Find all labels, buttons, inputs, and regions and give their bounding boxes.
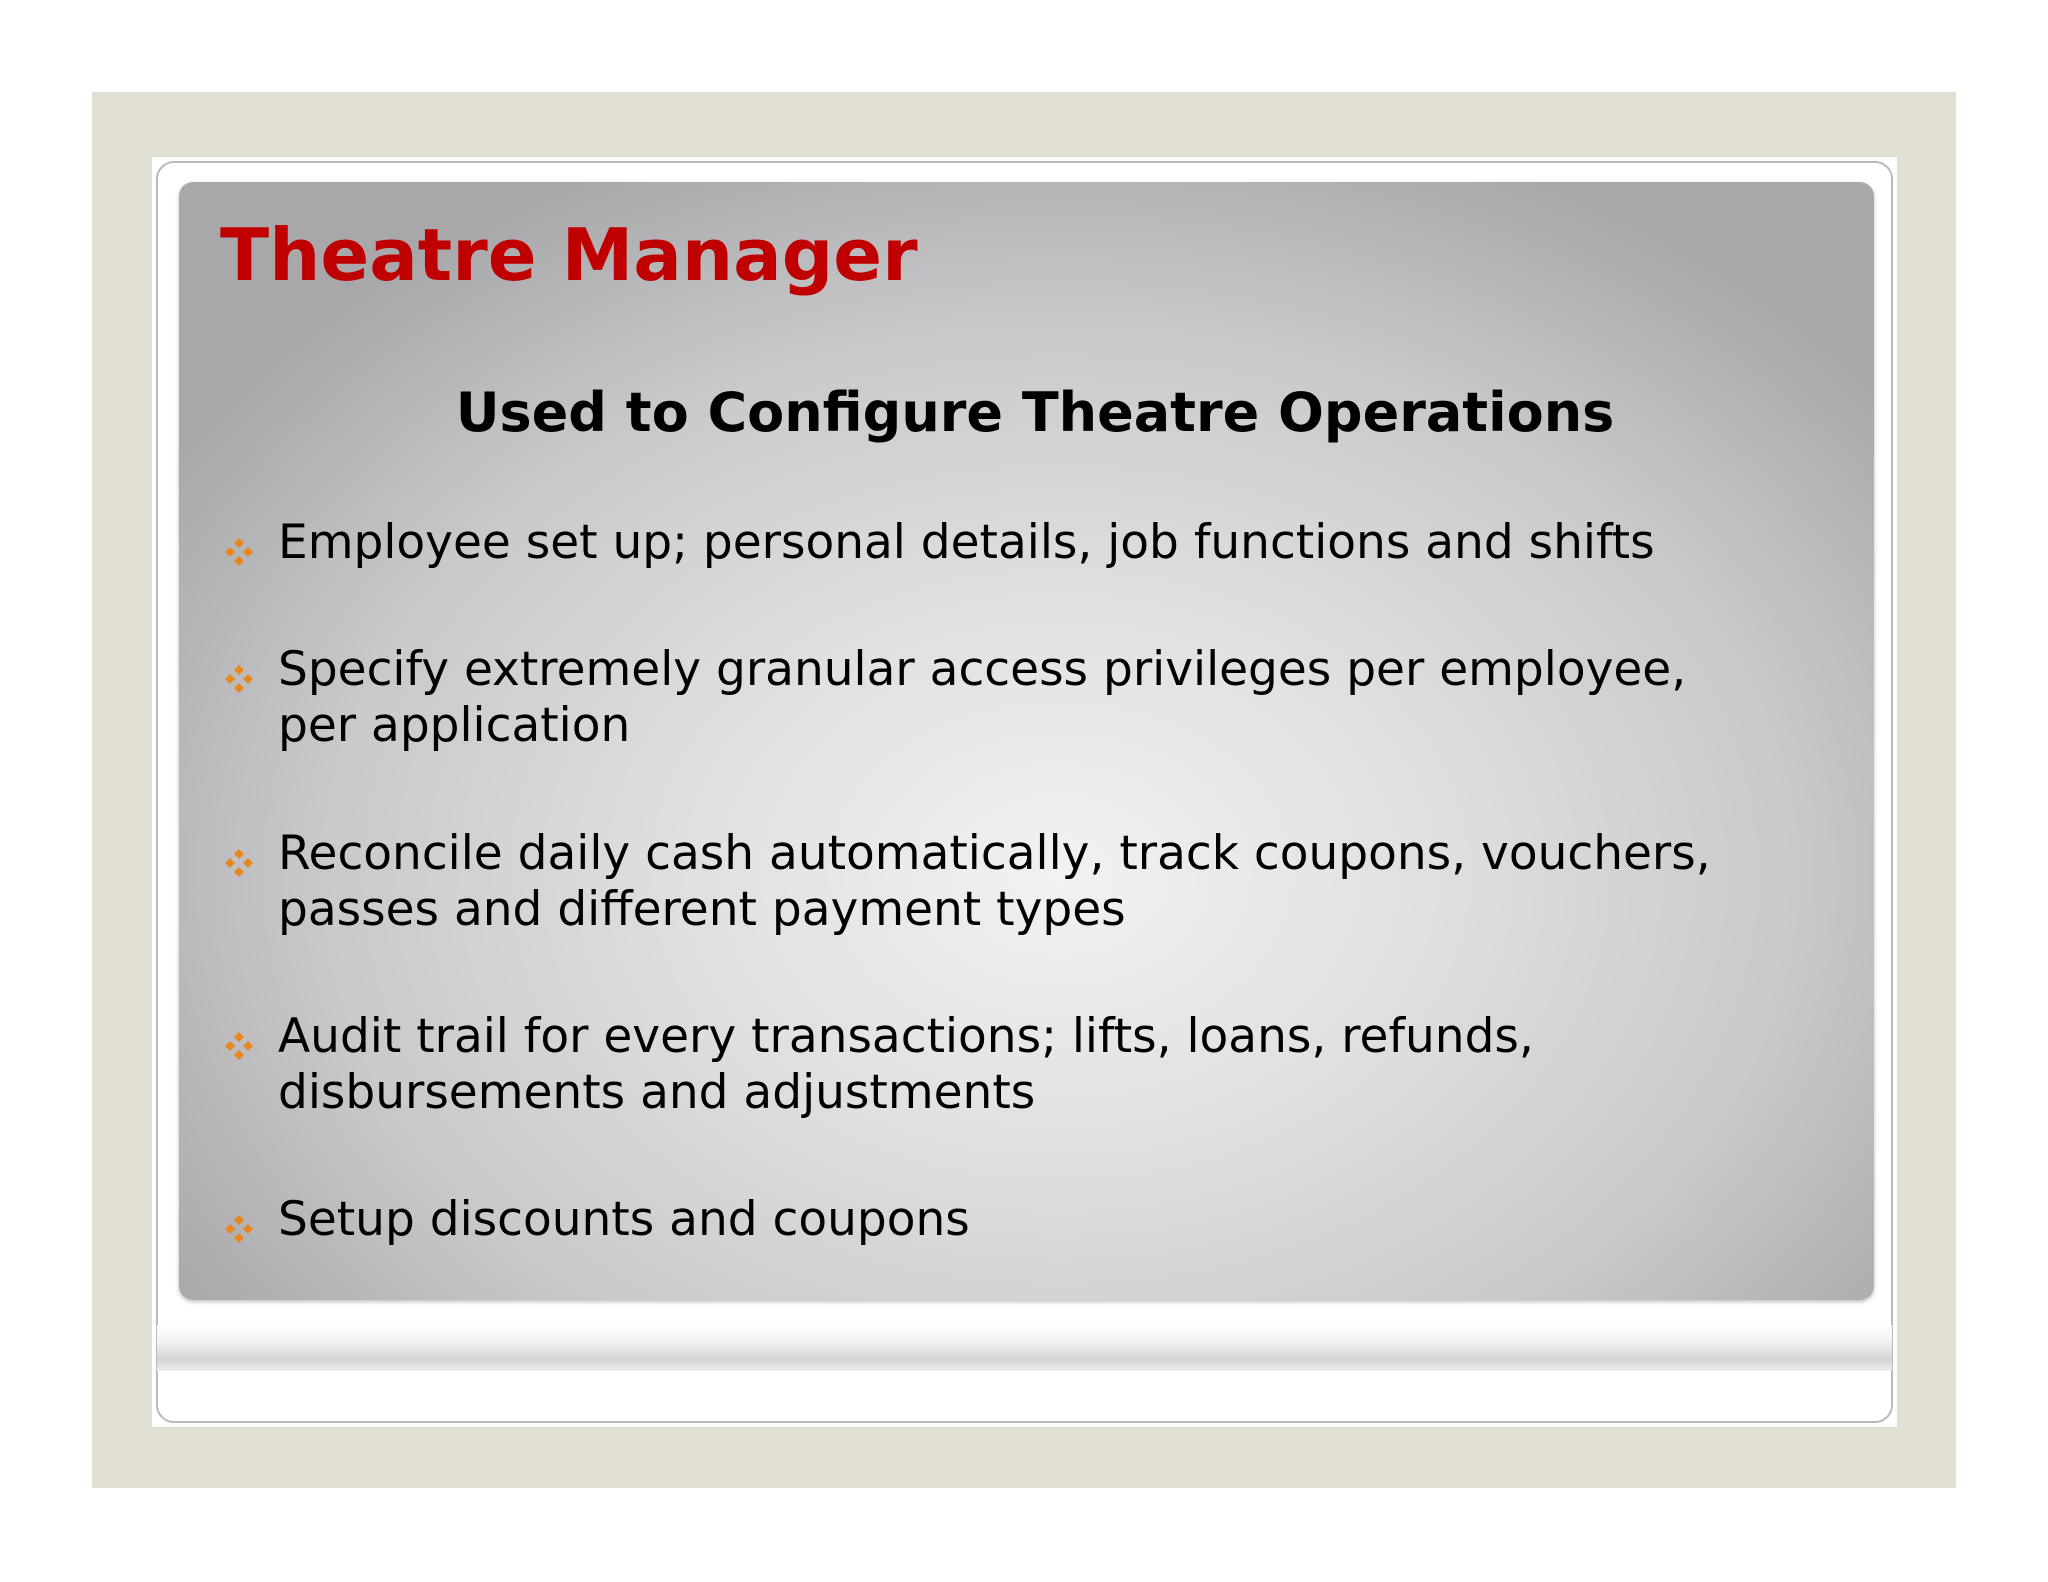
slide-title: Theatre Manager xyxy=(220,213,918,297)
bullet-text: Employee set up; personal details, job functions and shifts xyxy=(278,515,1655,570)
bullet-text: Audit trail for every transactions; lifts, loans, refunds, disbursements and adjustments xyxy=(278,1009,1534,1120)
four-diamond-bullet-icon xyxy=(224,1214,254,1244)
four-diamond-bullet-icon xyxy=(224,537,254,567)
four-diamond-bullet-icon xyxy=(224,664,254,694)
bullet-text: Specify extremely granular access privileges per employee, per application xyxy=(278,642,1687,753)
slide-footer-band xyxy=(157,1325,1892,1371)
bullet-text: Setup discounts and coupons xyxy=(278,1192,970,1247)
four-diamond-bullet-icon xyxy=(224,848,254,878)
four-diamond-bullet-icon xyxy=(224,1031,254,1061)
slide-subtitle: Used to Configure Theatre Operations xyxy=(455,381,1615,444)
bullet-text: Reconcile daily cash automatically, track coupons, vouchers, passes and different payment types xyxy=(278,826,1711,937)
